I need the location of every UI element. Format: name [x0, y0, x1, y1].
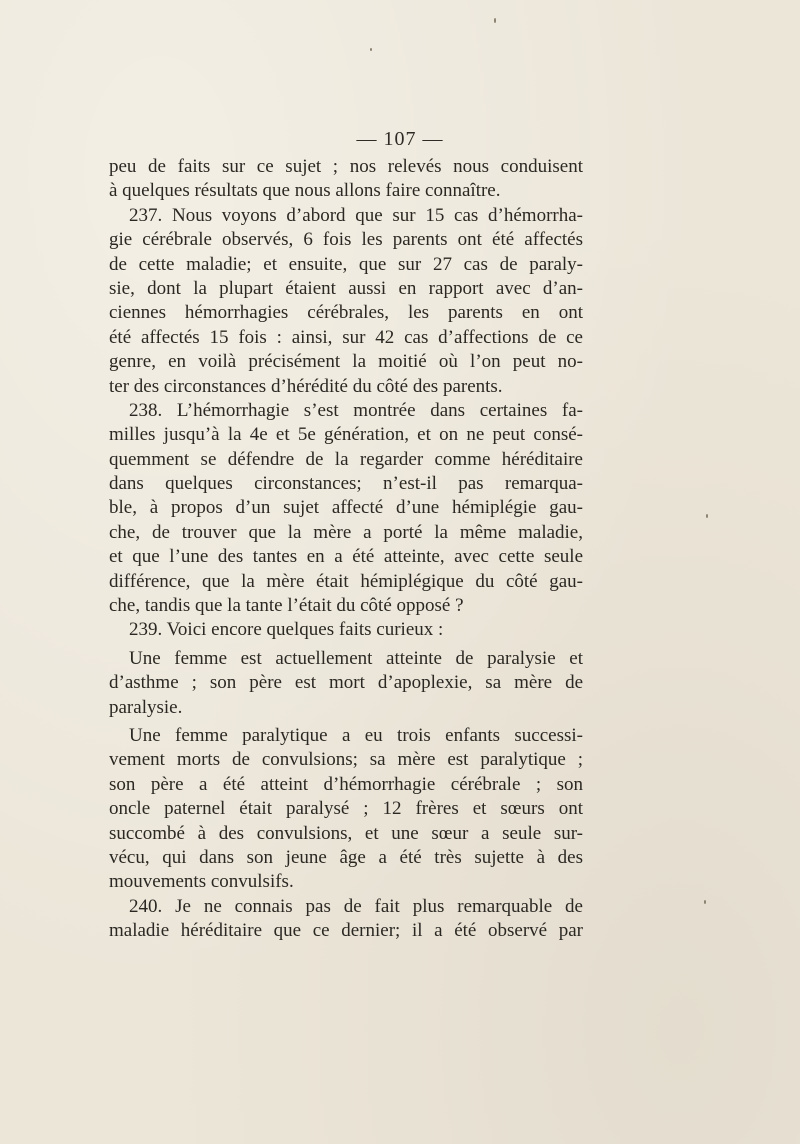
text-line: mouvements convulsifs. — [109, 871, 294, 893]
text-line: quemment se défendre de la regarder comme héréditaire — [109, 448, 583, 470]
body-text — [109, 155, 583, 944]
text-line: peu de faits sur ce sujet ; nos relevés nous conduisent — [109, 156, 583, 177]
text-line: ble, à propos d’un sujet affecté d’une hémiplégie gau- — [109, 497, 583, 519]
paper-speck — [704, 900, 706, 904]
text-line: succombé à des convulsions, et une sœur a seule sur- — [109, 822, 583, 844]
text-line: sie, dont la plupart étaient aussi en rapport avec d’an- — [109, 277, 583, 299]
text-line: son père a été atteint d’hémorrhagie cérébrale ; son — [109, 773, 583, 795]
text-line: de cette maladie; et ensuite, que sur 27 cas de paraly- — [109, 253, 583, 275]
text-line: dans quelques circonstances; n’est-il pas remarqua- — [109, 473, 583, 495]
text-line: che, tandis que la tante l’était du côté opposé ? — [109, 595, 464, 617]
paragraph-240-start: 240. Je ne connais pas de fait plus remarquable de — [129, 895, 583, 917]
text-line: et que l’une des tantes en a été atteinte, avec cette seule — [109, 546, 583, 568]
case-2-start: Une femme paralytique a eu trois enfants successi- — [129, 724, 583, 746]
paper-speck — [494, 18, 496, 23]
text-line: maladie héréditaire que ce dernier; il a été observé par — [109, 920, 583, 942]
text-line: vement morts de convulsions; sa mère est paralytique ; — [109, 749, 583, 771]
text-line: vécu, qui dans son jeune âge a été très sujette à des — [109, 846, 583, 868]
text-line: d’asthme ; son père est mort d’apoplexie, sa mère de — [109, 672, 583, 694]
paragraph-237-start: 237. Nous voyons d’abord que sur 15 cas d’hémorrha- — [129, 204, 583, 226]
text-line: été affectés 15 fois : ainsi, sur 42 cas d’affections de ce — [109, 326, 583, 348]
text-line: différence, que la mère était hémiplégique du côté gau- — [109, 570, 583, 592]
text-line: ter des circonstances d’hérédité du côté des parents. — [109, 375, 503, 397]
text-line: ciennes hémorrhagies cérébrales, les parents en ont — [109, 302, 583, 324]
page-number: — 107 — — [356, 128, 444, 150]
text-line: che, de trouver que la mère a porté la même maladie, — [109, 521, 583, 543]
text-line: à quelques résultats que nous allons faire connaître. — [109, 180, 501, 202]
text-line: paralysie. — [109, 696, 183, 718]
text-line: genre, en voilà précisément la moitié où l’on peut no- — [109, 351, 583, 373]
text-line: oncle paternel était paralysé ; 12 frères et sœurs ont — [109, 798, 583, 820]
paper-speck — [706, 514, 708, 518]
text-line: milles jusqu’à la 4e et 5e génération, et on ne peut consé- — [109, 424, 583, 446]
paper-speck — [370, 48, 372, 51]
paragraph-238-start: 238. L’hémorrhagie s’est montrée dans certaines fa- — [129, 399, 583, 421]
paragraph-239-start: 239. Voici encore quelques faits curieux : — [129, 619, 444, 641]
text-line: gie cérébrale observés, 6 fois les parents ont été affectés — [109, 229, 583, 251]
case-1-start: Une femme est actuellement atteinte de paralysie et — [129, 647, 583, 669]
